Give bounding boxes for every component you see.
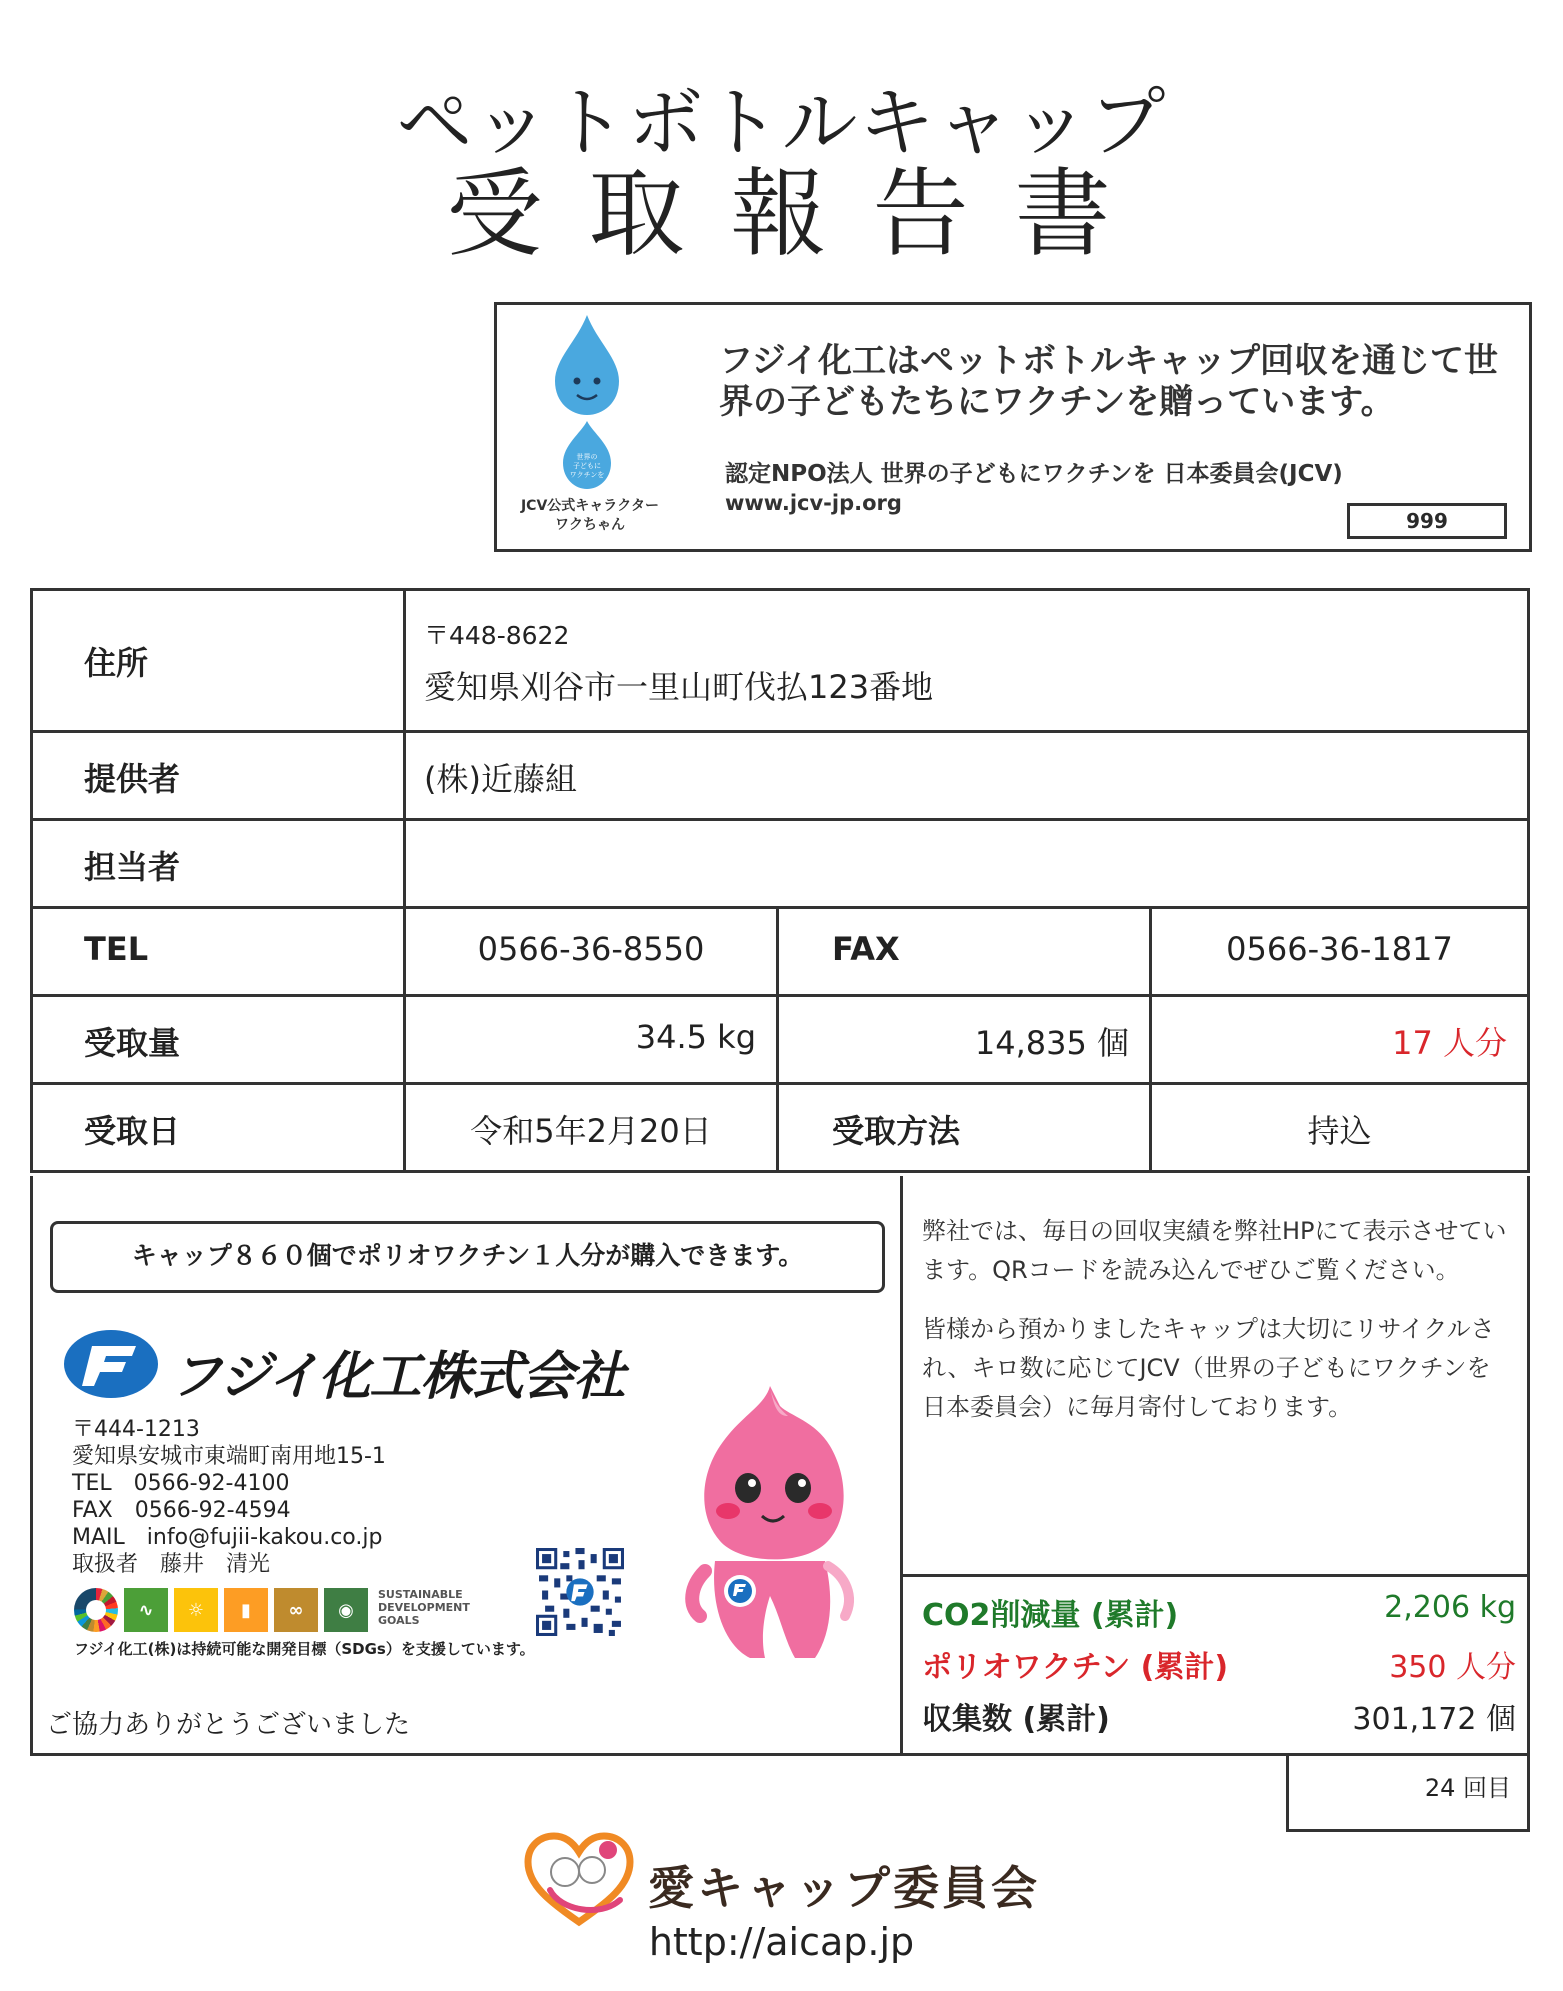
polio-info-note: キャップ８６０個でポリオワクチン１人分が購入できます。 xyxy=(50,1221,885,1293)
cumulative-totals xyxy=(922,1584,1516,1740)
sdg-12-consumption-icon: ∞ xyxy=(274,1588,318,1632)
sdgs-label: SUSTAINABLE DEVELOPMENT GOALS xyxy=(378,1588,470,1627)
company-address: 愛知県安城市東端町南用地15-1 xyxy=(72,1444,386,1469)
footer-org-name: 愛キャップ委員会 xyxy=(648,1861,1040,1915)
count-value: 14,835 個 xyxy=(974,1024,1129,1062)
co2-label: CO2削減量 (累計) xyxy=(922,1598,1179,1633)
sdgs-icons xyxy=(74,1588,470,1632)
lower-section xyxy=(30,1176,1530,1756)
provider-value: (株)近藤組 xyxy=(424,760,577,798)
tel-value: 0566-36-8550 xyxy=(477,930,705,968)
date-label: 受取日 xyxy=(84,1112,181,1150)
receipt-table xyxy=(30,588,1530,1176)
jcv-banner xyxy=(494,302,1532,552)
jcv-character-label: JCV公式キャラクター ワクちゃん xyxy=(520,498,660,533)
people-value: 17 人分 xyxy=(1392,1024,1507,1062)
collected-label: 収集数 (累計) xyxy=(922,1702,1110,1737)
company-fax: FAX 0566-92-4594 xyxy=(72,1498,291,1523)
company-postal: 〒444-1213 xyxy=(72,1417,200,1442)
recycling-info-paragraph-1: 弊社では、毎日の回収実績を弊社HPにて表示させています。QRコードを読み込んでぜひご覧ください。 xyxy=(922,1217,1507,1284)
company-mail: MAIL info@fujii-kakou.co.jp xyxy=(72,1525,383,1550)
jcv-message: フジイ化工はペットボトルキャップ回収を通じて世界の子どもたちにワクチンを贈っています。 xyxy=(719,341,1498,422)
sdgs-note: フジイ化工(株)は持続可能な開発目標（SDGs）を支援しています。 xyxy=(74,1640,535,1658)
fax-value: 0566-36-1817 xyxy=(1226,930,1453,968)
recycling-info-paragraph-2: 皆様から預かりましたキャップは大切にリサイクルされ、キロ数に応じてJCV（世界の子どもにワクチンを 日本委員会）に毎月寄付しております。 xyxy=(922,1315,1495,1421)
address-value: 愛知県刈谷市一里山町伐払123番地 xyxy=(424,668,934,706)
collected-row xyxy=(922,1688,1516,1740)
sdg-11-cities-icon: ▮ xyxy=(224,1588,268,1632)
thanks-message: ご協力ありがとうございました xyxy=(46,1710,411,1740)
footer-url[interactable]: http://aicap.jp xyxy=(648,1920,915,1964)
fujii-logo-icon xyxy=(62,1326,160,1402)
fax-label: FAX xyxy=(832,930,900,968)
polio-row xyxy=(922,1636,1516,1688)
svg-text:ワクチンを: ワクチンを xyxy=(569,471,605,479)
svg-text:子どもに: 子どもに xyxy=(573,462,601,470)
date-value: 令和5年2月20日 xyxy=(470,1112,712,1150)
jcv-url: www.jcv-jp.org xyxy=(725,491,902,515)
recycling-info-text xyxy=(922,1212,1507,1447)
company-handler: 取扱者 藤井 清光 xyxy=(72,1552,271,1577)
weight-value: 34.5 kg xyxy=(635,1018,756,1056)
jcv-organization: 認定NPO法人 世界の子どもにワクチンを 日本委員会(JCV) xyxy=(725,461,1343,487)
polio-label: ポリオワクチン (累計) xyxy=(922,1650,1229,1685)
company-tel: TEL 0566-92-4100 xyxy=(72,1471,290,1496)
postal-code: 〒448-8622 xyxy=(424,621,570,650)
sdg-13-climate-icon: ◉ xyxy=(324,1588,368,1632)
company-info xyxy=(72,1416,386,1578)
sdg-7-energy-icon: ☼ xyxy=(174,1588,218,1632)
visit-count-box: 24 回目 xyxy=(1286,1756,1530,1832)
jcv-number-box: 999 xyxy=(1347,503,1507,539)
document-title-line2: 受取報告書 xyxy=(446,158,1157,270)
document-title-line1: ペットボトルキャップ xyxy=(396,78,1167,167)
pink-mascot-icon xyxy=(670,1376,875,1676)
address-label: 住所 xyxy=(84,644,149,682)
polio-value: 350 人分 xyxy=(1389,1650,1516,1685)
sdgs-wheel-icon xyxy=(74,1588,118,1632)
co2-row xyxy=(922,1584,1516,1636)
company-name: フジイ化工株式会社 xyxy=(170,1347,625,1407)
aicap-heart-logo-icon xyxy=(520,1830,638,1930)
qr-code-icon[interactable] xyxy=(536,1548,624,1636)
tel-label: TEL xyxy=(84,930,149,968)
provider-label: 提供者 xyxy=(84,760,181,798)
jcv-mascot-icon xyxy=(537,311,637,501)
amount-label: 受取量 xyxy=(84,1024,181,1062)
person-label: 担当者 xyxy=(84,848,181,886)
method-label: 受取方法 xyxy=(832,1112,961,1150)
collected-value: 301,172 個 xyxy=(1352,1702,1516,1737)
svg-text:世界の: 世界の xyxy=(576,453,598,461)
sdg-3-health-icon: ∿ xyxy=(124,1588,168,1632)
co2-value: 2,206 kg xyxy=(1384,1590,1516,1625)
method-value: 持込 xyxy=(1307,1112,1372,1150)
